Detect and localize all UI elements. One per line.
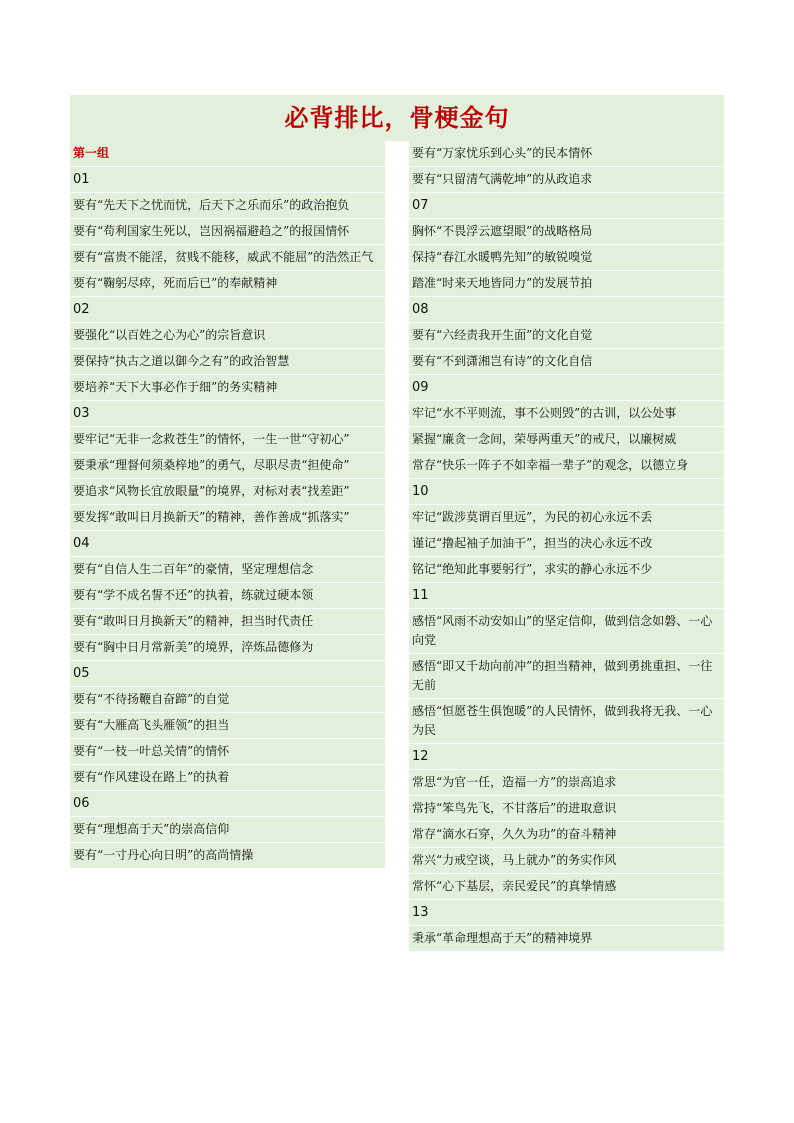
quote-line: 牢记“水不平则流，事不公则毁”的古训，以公处事 bbox=[409, 401, 724, 426]
quote-line: 要保持“执古之道以御今之有”的政治智慧 bbox=[70, 349, 385, 374]
section-number: 05 bbox=[70, 661, 385, 686]
section-number: 12 bbox=[409, 744, 724, 769]
quote-line: 感悟“即又千劫向前冲”的担当精神，做到勇挑重担、一往无前 bbox=[409, 654, 724, 698]
quote-line: 要有“作风建设在路上”的执着 bbox=[70, 765, 385, 790]
quote-line: 铭记“绝知此事要躬行”，求实的静心永远不少 bbox=[409, 557, 724, 582]
quote-line: 要有“只留清气满乾坤”的从政追求 bbox=[409, 167, 724, 192]
quote-line: 要有“一寸丹心向日明”的高尚情操 bbox=[70, 843, 385, 868]
page-title: 必背排比，骨梗金句 bbox=[70, 95, 724, 141]
section-number: 11 bbox=[409, 583, 724, 608]
quote-line: 要有“不到潇湘岂有诗”的文化自信 bbox=[409, 349, 724, 374]
section-number: 09 bbox=[409, 375, 724, 400]
section-number: 07 bbox=[409, 193, 724, 218]
section-number: 03 bbox=[70, 401, 385, 426]
quote-line: 要有“胸中日月常新美”的境界，淬炼品德修为 bbox=[70, 635, 385, 660]
section-number: 04 bbox=[70, 531, 385, 556]
left-column bbox=[70, 141, 385, 869]
quote-line: 常存“快乐一阵子不如幸福一辈子”的观念，以德立身 bbox=[409, 453, 724, 478]
section-number: 01 bbox=[70, 167, 385, 192]
quote-line: 要有“大雁高飞头雁领”的担当 bbox=[70, 713, 385, 738]
quote-line: 要有“理想高于天”的崇高信仰 bbox=[70, 817, 385, 842]
quote-line: 要有“学不成名誓不还”的执着，练就过硬本领 bbox=[70, 583, 385, 608]
quote-line: 要有“六经责我开生面”的文化自觉 bbox=[409, 323, 724, 348]
quote-line: 要有“苟利国家生死以，岂因祸福避趋之”的报国情怀 bbox=[70, 219, 385, 244]
quote-line: 要追求“风物长宜放眼量”的境界，对标对表“找差距” bbox=[70, 479, 385, 504]
quote-line: 感悟“恒愿苍生俱饱暖”的人民情怀，做到我将无我、一心为民 bbox=[409, 699, 724, 743]
quote-line: 踏准“时来天地皆同力”的发展节拍 bbox=[409, 271, 724, 296]
section-number: 02 bbox=[70, 297, 385, 322]
quote-line: 要有“鞠躬尽瘁，死而后已”的奉献精神 bbox=[70, 271, 385, 296]
quote-line: 谨记“撸起袖子加油干”，担当的决心永远不改 bbox=[409, 531, 724, 556]
quote-line: 要有“富贵不能淫，贫贱不能移，威武不能屈”的浩然正气 bbox=[70, 245, 385, 270]
right-column bbox=[409, 141, 724, 952]
quote-line: 牢记“跋涉莫谓百里远”，为民的初心永远不丢 bbox=[409, 505, 724, 530]
quote-line: 要有“先天下之忧而忧，后天下之乐而乐”的政治抱负 bbox=[70, 193, 385, 218]
section-number: 08 bbox=[409, 297, 724, 322]
quote-line: 要有“万家忧乐到心头”的民本情怀 bbox=[409, 141, 724, 166]
quote-line: 要有“敢叫日月换新天”的精神，担当时代责任 bbox=[70, 609, 385, 634]
quote-line: 要有“一枝一叶总关情”的情怀 bbox=[70, 739, 385, 764]
quote-line: 要发挥“敢叫日月换新天”的精神，善作善成“抓落实” bbox=[70, 505, 385, 530]
quote-line: 要培养“天下大事必作于细”的务实精神 bbox=[70, 375, 385, 400]
quote-line: 要强化“以百姓之心为心”的宗旨意识 bbox=[70, 323, 385, 348]
quote-line: 常兴“力戒空谈，马上就办”的务实作风 bbox=[409, 848, 724, 873]
section-number: 13 bbox=[409, 900, 724, 925]
quote-line: 常思“为官一任，造福一方”的崇高追求 bbox=[409, 770, 724, 795]
quote-line: 常怀“心下基层，亲民爱民”的真挚情感 bbox=[409, 874, 724, 899]
quote-line: 紧握“廉贪一念间，荣辱两重天”的戒尺，以廉树威 bbox=[409, 427, 724, 452]
quote-line: 感悟“风雨不动安如山”的坚定信仰，做到信念如磐、一心向党 bbox=[409, 609, 724, 653]
quote-line: 常存“滴水石穿，久久为功”的奋斗精神 bbox=[409, 822, 724, 847]
quote-line: 胸怀“不畏浮云遮望眼”的战略格局 bbox=[409, 219, 724, 244]
group-heading: 第一组 bbox=[70, 141, 385, 166]
quote-line: 要牢记“无非一念救苍生”的情怀，一生一世“守初心” bbox=[70, 427, 385, 452]
quote-line: 保持“春江水暖鸭先知”的敏锐嗅觉 bbox=[409, 245, 724, 270]
quote-line: 要有“不待扬鞭自奋蹄”的自觉 bbox=[70, 687, 385, 712]
quote-line: 要有“自信人生二百年”的豪情，坚定理想信念 bbox=[70, 557, 385, 582]
quote-line: 要秉承“理督何须桑梓地”的勇气，尽职尽责“担使命” bbox=[70, 453, 385, 478]
quote-line: 常持“笨鸟先飞，不甘落后”的进取意识 bbox=[409, 796, 724, 821]
section-number: 10 bbox=[409, 479, 724, 504]
section-number: 06 bbox=[70, 791, 385, 816]
quote-line: 秉承“革命理想高于天”的精神境界 bbox=[409, 926, 724, 951]
